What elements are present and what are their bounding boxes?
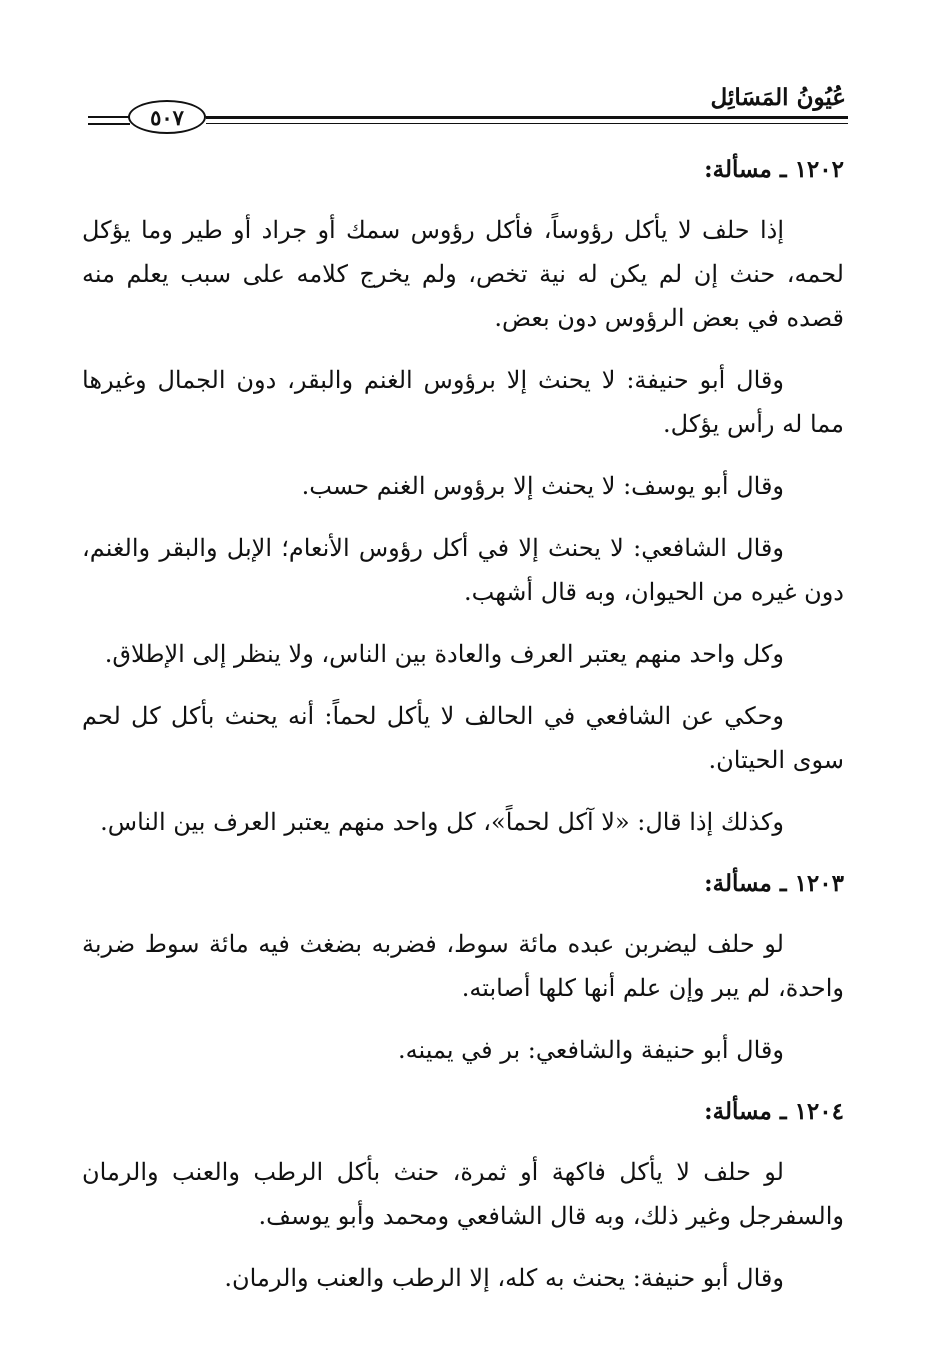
paragraph: لو حلف ليضربن عبده مائة سوط، فضربه بضغث فيه مائة سوط ضربة واحدة، لم يبر وإن علم أنها كلها أصابته. <box>82 930 844 1002</box>
paragraph: وقال أبو حنيفة: يحنث به كله، إلا الرطب والعنب والرمان. <box>224 1264 784 1292</box>
paragraph: وقال أبو حنيفة والشافعي: بر في يمينه. <box>397 1036 784 1064</box>
paragraph: إذا حلف لا يأكل رؤوساً، فأكل رؤوس سمك أو جراد أو طير وما يؤكل لحمه، حنث إن لم يكن له نية تخص، ولم يخرج كلامه على سبب يعلم منه قصده في بعض الرؤوس دون بعض. <box>82 216 844 332</box>
book-title: عُيُونُ المَسَائِل <box>710 84 846 111</box>
page-number: ٥٠٧ <box>150 104 184 130</box>
page-number-badge <box>128 100 206 134</box>
header-rule-left-top <box>88 116 130 118</box>
paragraph: وقال أبو حنيفة: لا يحنث إلا برؤوس الغنم والبقر، دون الجمال وغيرها مما له رأس يؤكل. <box>82 366 844 438</box>
section-heading: ١٢٠٤ ـ مسألة: <box>704 1098 844 1125</box>
header-rule-thick <box>206 116 848 119</box>
paragraph: وقال أبو يوسف: لا يحنث إلا برؤوس الغنم حسب. <box>301 472 784 500</box>
section-heading: ١٢٠٣ ـ مسألة: <box>704 870 844 897</box>
paragraph: وكذلك إذا قال: «لا آكل لحماً»، كل واحد منهم يعتبر العرف بين الناس. <box>100 808 784 836</box>
section-heading: ١٢٠٢ ـ مسألة: <box>704 156 844 183</box>
page-body <box>82 148 844 1318</box>
paragraph: وقال الشافعي: لا يحنث إلا في أكل رؤوس الأنعام؛ الإبل والبقر والغنم، دون غيره من الحيوان، وبه قال أشهب. <box>82 534 844 606</box>
paragraph: وحكي عن الشافعي في الحالف لا يأكل لحماً: أنه يحنث بأكل كل لحم سوى الحيتان. <box>82 702 844 774</box>
paragraph: لو حلف لا يأكل فاكهة أو ثمرة، حنث بأكل الرطب والعنب والرمان والسفرجل وغير ذلك، وبه قال الشافعي ومحمد وأبو يوسف. <box>82 1158 844 1230</box>
header-rule-left-bottom <box>88 123 130 125</box>
page-header <box>88 78 848 134</box>
header-rule-thin <box>206 123 848 124</box>
paragraph: وكل واحد منهم يعتبر العرف والعادة بين الناس، ولا ينظر إلى الإطلاق. <box>104 640 784 668</box>
